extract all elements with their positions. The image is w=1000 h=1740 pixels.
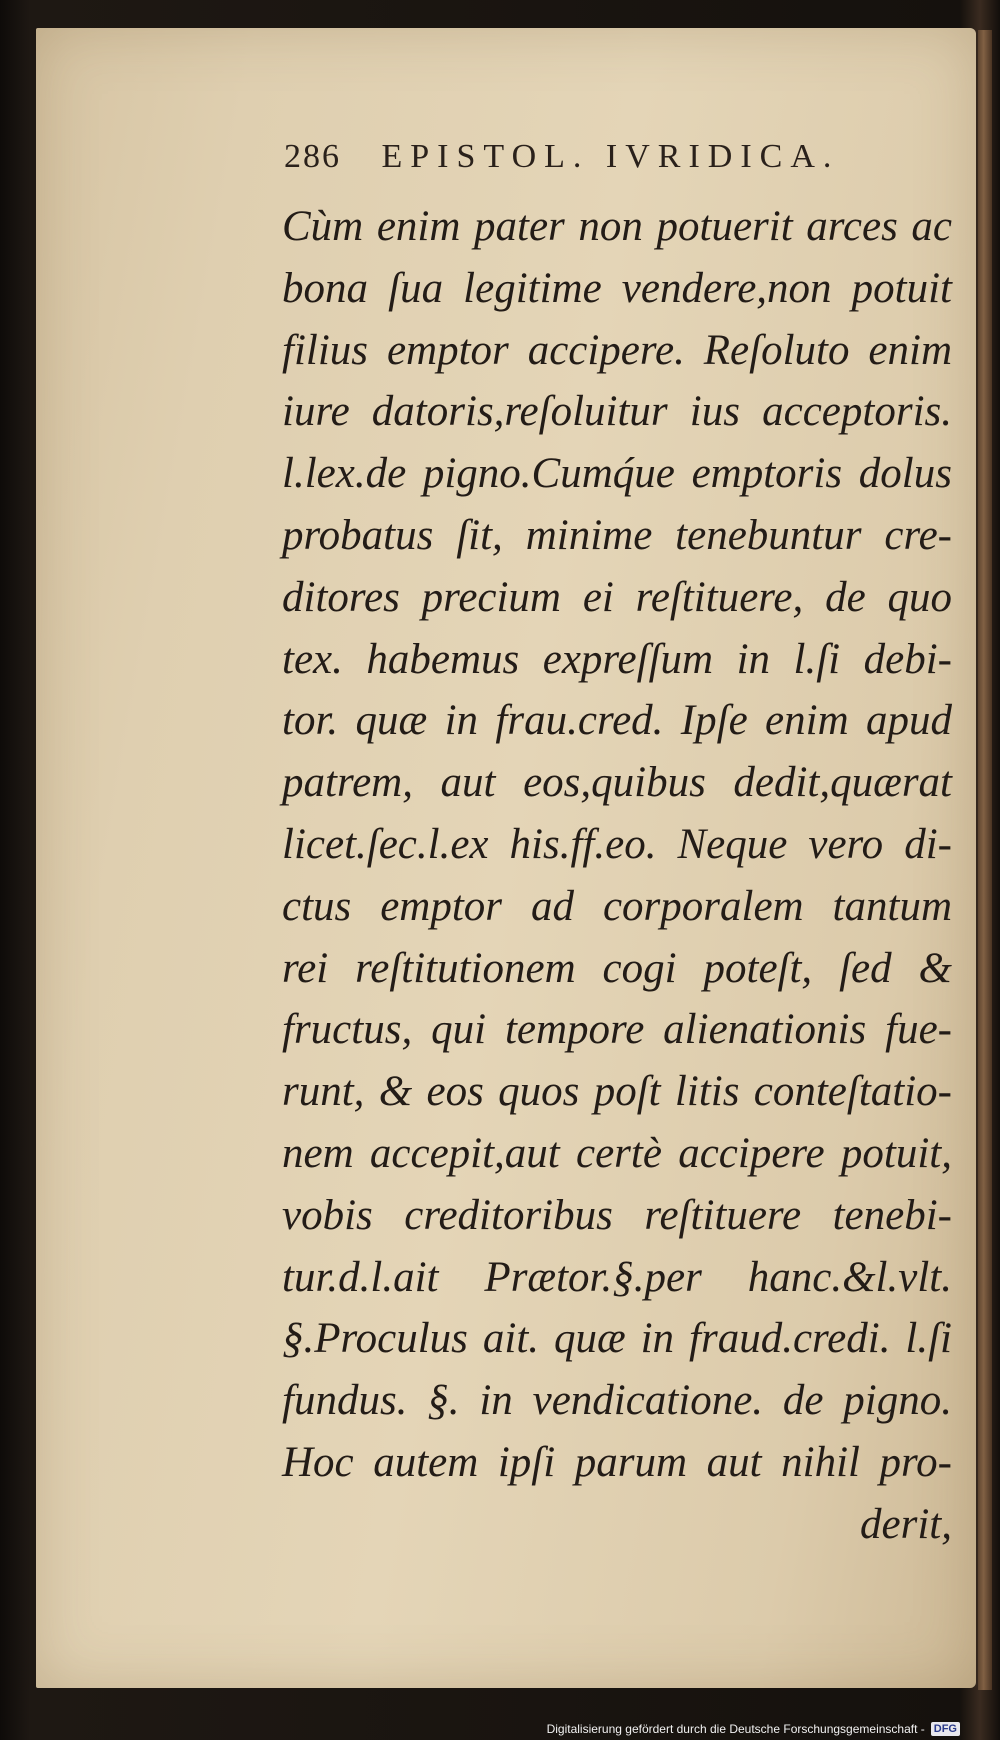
footer-text: Digitalisierung gefördert durch die Deutsche Forschungsgemeinschaft - — [546, 1722, 925, 1736]
text-line: runt, & eos quos poſt litis conteſtatio- — [282, 1068, 952, 1116]
text-line: l.lex.de pigno.Cumq́ue emptoris dolus — [282, 450, 952, 498]
text-line: ditores precium ei reſtituere, de quo — [282, 573, 952, 621]
text-line: probatus ſit, minime tenebuntur cre- — [282, 511, 952, 559]
text-line: Cùm enim pater non potuerit arces ac — [282, 203, 952, 250]
text-line: iure datoris,reſoluitur ius acceptoris. — [282, 388, 952, 436]
text-line: Hoc autem ipſi parum aut nihil pro- — [282, 1438, 952, 1486]
digitization-footer — [547, 1722, 960, 1736]
text-line: patrem, aut eos,quibus dedit,quærat — [282, 759, 952, 807]
text-line: rei reſtitutionem cogi poteſt, ſed & — [282, 944, 952, 992]
catchword: derit, — [860, 1500, 952, 1548]
running-head — [284, 138, 839, 176]
dfg-logo: DFG — [931, 1722, 960, 1736]
text-line: licet.ſec.l.ex his.ff.eo. Neque vero di- — [282, 820, 952, 868]
text-line: fundus. §. in vendicatione. de pigno. — [282, 1377, 952, 1425]
text-line: bona ſua legitime vendere,non potuit — [282, 264, 952, 312]
text-line: ctus emptor ad corporalem tantum — [282, 882, 952, 930]
text-line: tur.d.l.ait Prætor.§.per hanc.&l.vlt. — [282, 1253, 952, 1301]
text-line: tex. habemus expreſſum in l.ſi debi- — [282, 635, 952, 683]
text-line: fructus, qui tempore alienationis fue- — [282, 1006, 952, 1054]
text-line: filius emptor accipere. Reſoluto enim — [282, 326, 952, 374]
page-number: 286 — [284, 138, 341, 175]
text-line: §.Proculus ait. quæ in fraud.credi. l.ſi — [282, 1315, 952, 1363]
text-line: nem accepit,aut certè accipere potuit, — [282, 1129, 952, 1177]
text-line: vobis creditoribus reſtituere tenebi- — [282, 1191, 952, 1239]
text-line: tor. quæ in frau.cred. Ipſe enim apud — [282, 697, 952, 745]
page-edge — [978, 30, 992, 1690]
body-text — [282, 196, 952, 1556]
running-title: EPISTOL. IVRIDICA. — [381, 138, 840, 175]
